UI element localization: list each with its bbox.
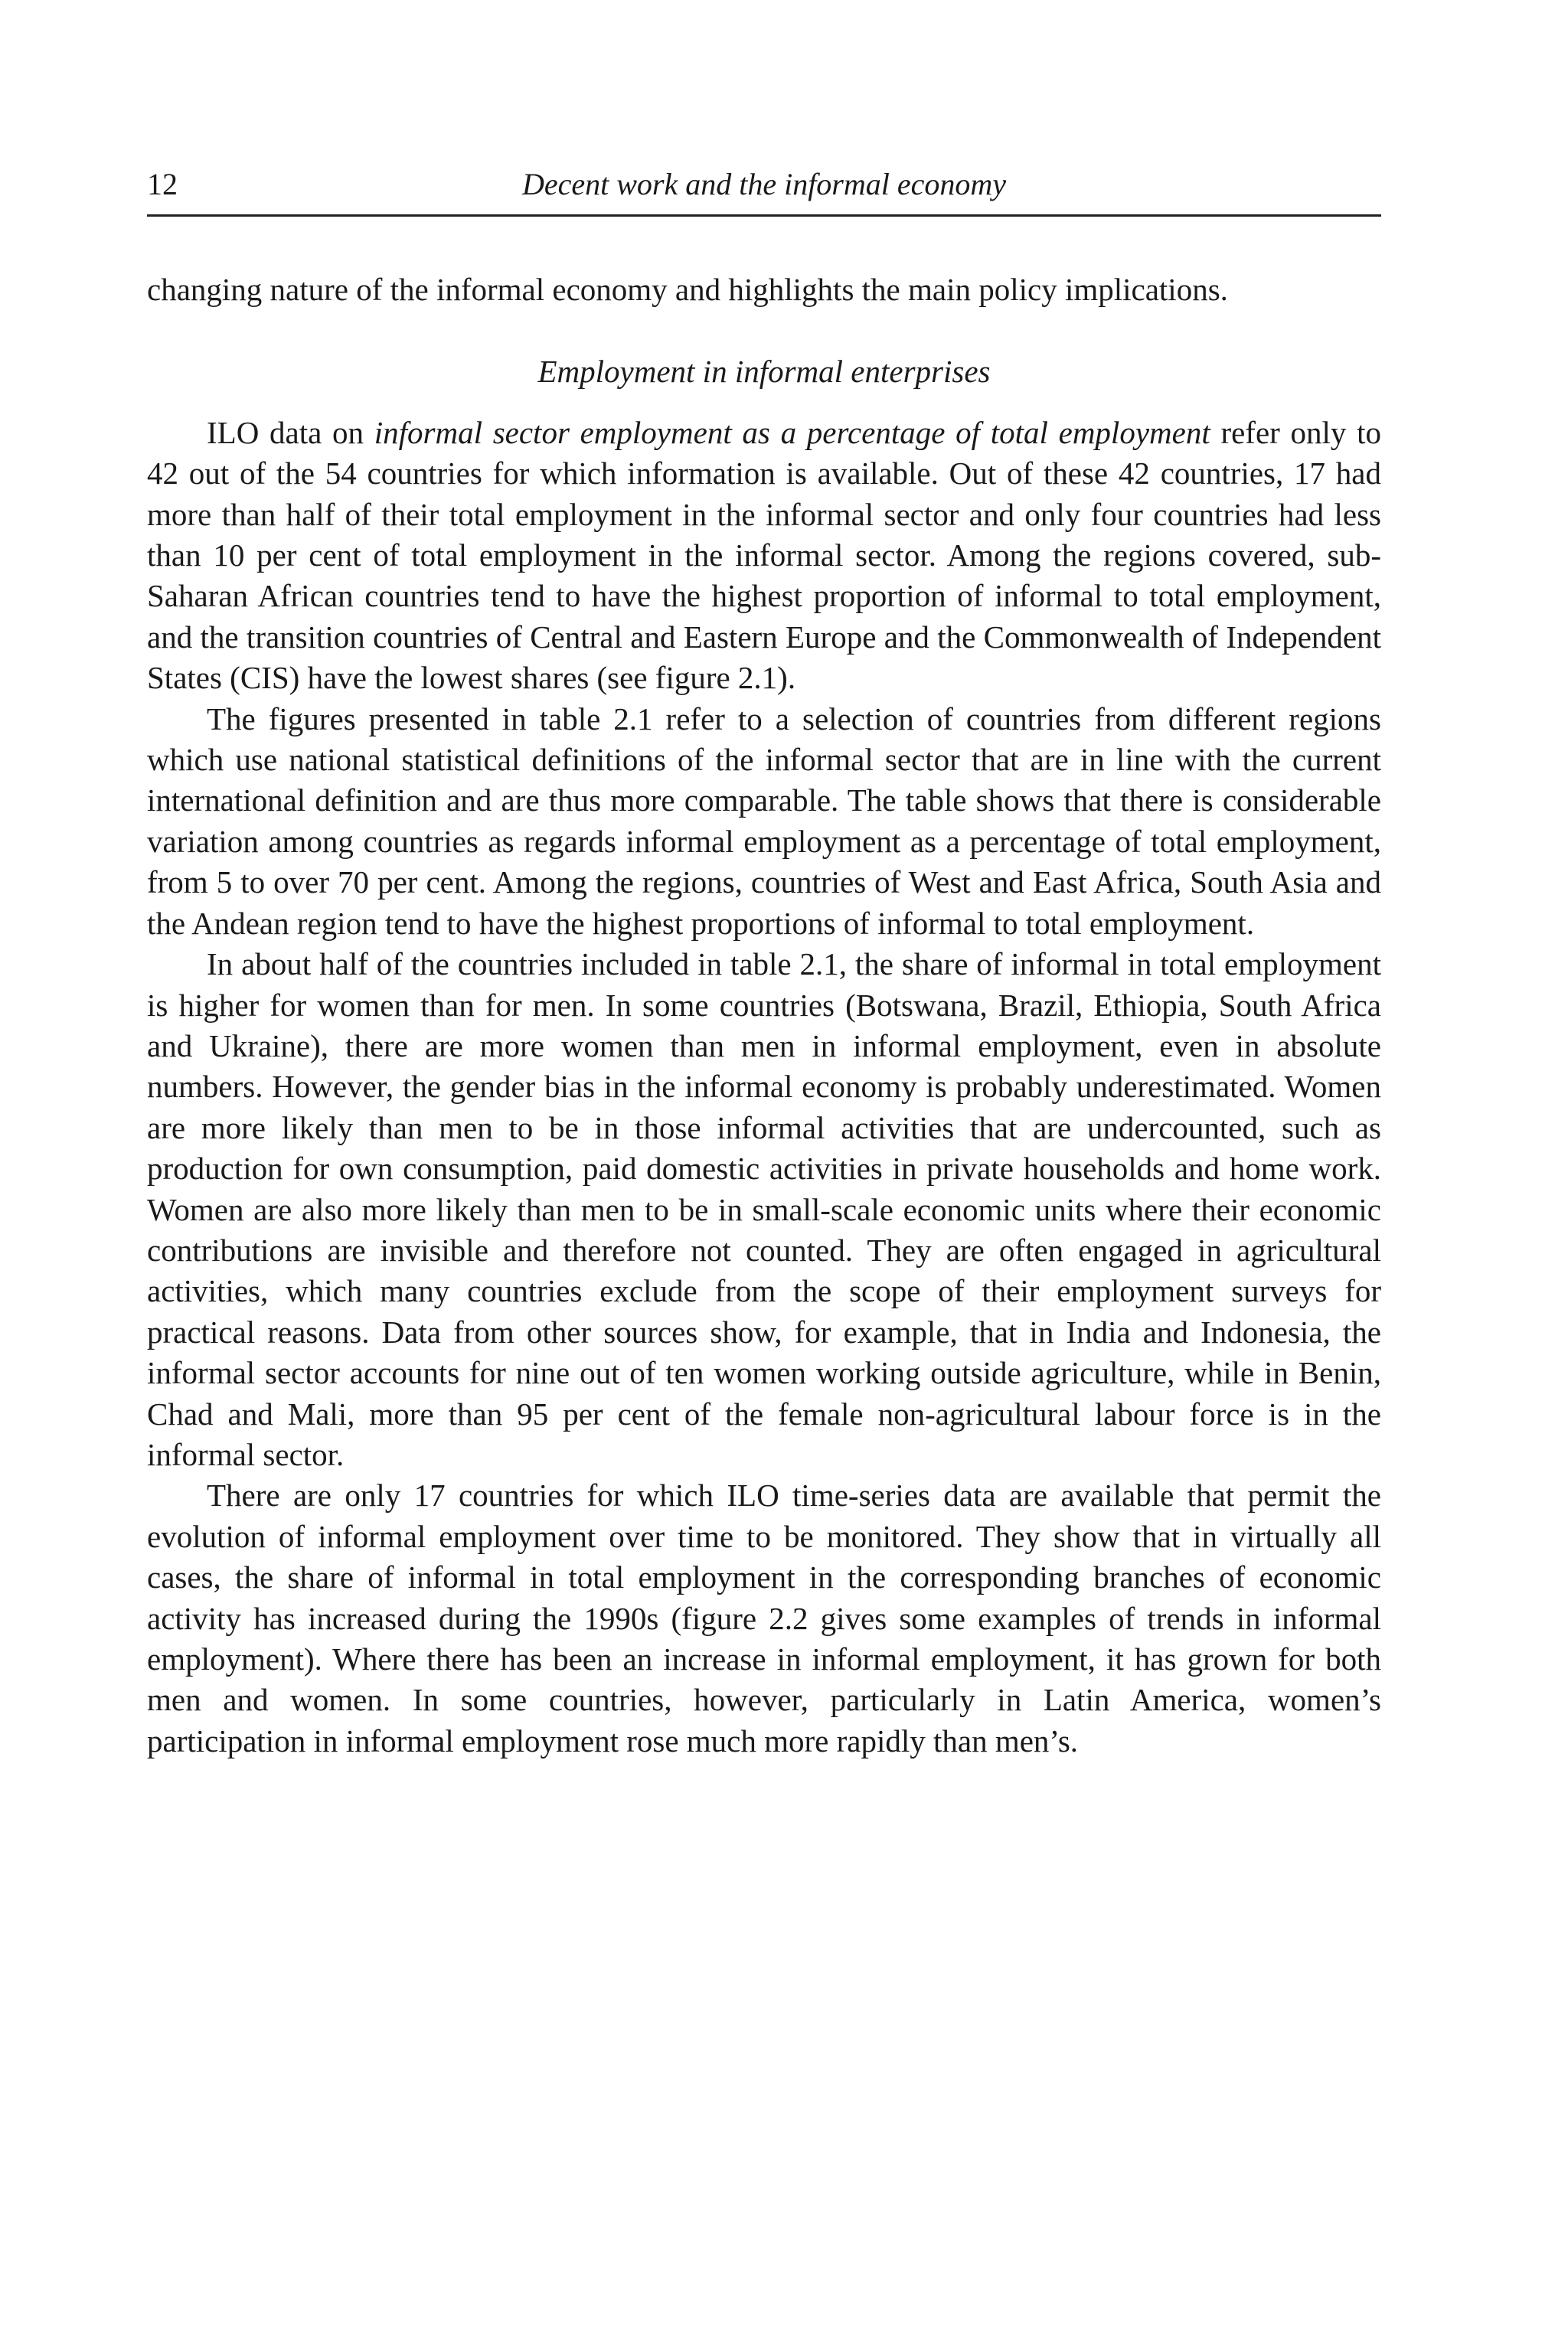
paragraph-lead: ILO data on — [207, 414, 374, 450]
section-heading: Employment in informal enterprises — [537, 354, 991, 390]
running-title: Decent work and the informal economy — [521, 167, 1007, 201]
paragraph-informal-sector-data — [147, 413, 1381, 699]
intro-paragraph: changing nature of the informal economy and highlights the main policy implications. — [147, 272, 1228, 307]
emphasis-phrase: informal sector employment as a percentage of total employment — [374, 414, 1210, 450]
paragraph-table-2-1: The figures presented in table 2.1 refer to a selection of countries from different regions which use national statistical definitions of the informal sector that are in line with the current international definition and are thus more comparable. The table shows that there is considerable variation among countries as regards informal employment as a percentage of total employment, from 5 to over 70 per cent. Among the regions, countries of West and East Africa, South Asia and the Andean region tend to have the highest proportions of informal to total employment. — [147, 700, 1381, 941]
paragraph-rest: refer only to 42 out of the 54 countries for which information is available. Out of these 42 countries, 17 had more than half of their total employment in the informal sector and only four countries had less than 10 per cent of total employment in the informal sector. Among the regions covered, sub-Saharan African countries tend to have the highest proportion of informal to total employment, and the transition countries of Central and Eastern Europe and the Commonwealth of Independent States (CIS) have the lowest shares (see figure 2.1). — [147, 414, 1382, 696]
paragraph-time-series: There are only 17 countries for which ILO time-series data are available that permit the evolution of informal employment over time to be monitored. They show that in virtually all cases, the share of informal in total employment in the corresponding branches of economic activity has increased during the 1990s (figure 2.2 gives some examples of trends in informal employment). Where there has been an increase in informal employment, it has grown for both men and women. In some countries, however, particularly in Latin America, women’s participation in informal employment rose much more rapidly than men’s. — [147, 1478, 1381, 1759]
body-text — [147, 269, 1381, 1762]
paragraph-gender-bias: In about half of the countries included in table 2.1, the share of informal in total employment is higher for women than for men. In some countries (Botswana, Brazil, Ethiopia, South Africa and Ukraine), there are more women than men in informal employment, even in absolute numbers. However, the gender bias in the informal economy is probably underestimated. Women are more likely than men to be in those informal activities that are undercounted, such as production for own consumption, paid domestic activities in private households and home work. Women are also more likely than men to be in small-scale economic units where their economic contributions are invisible and therefore not counted. They are often engaged in agricultural activities, which many countries exclude from the scope of their employment surveys for practical reasons. Data from other sources show, for example, that in India and Indonesia, the informal sector accounts for nine out of ten women working outside agriculture, while in Benin, Chad and Mali, more than 95 per cent of the female non-agricultural labour force is in the informal sector. — [147, 946, 1381, 1472]
running-header — [147, 159, 1381, 217]
page-number: 12 — [147, 167, 178, 201]
